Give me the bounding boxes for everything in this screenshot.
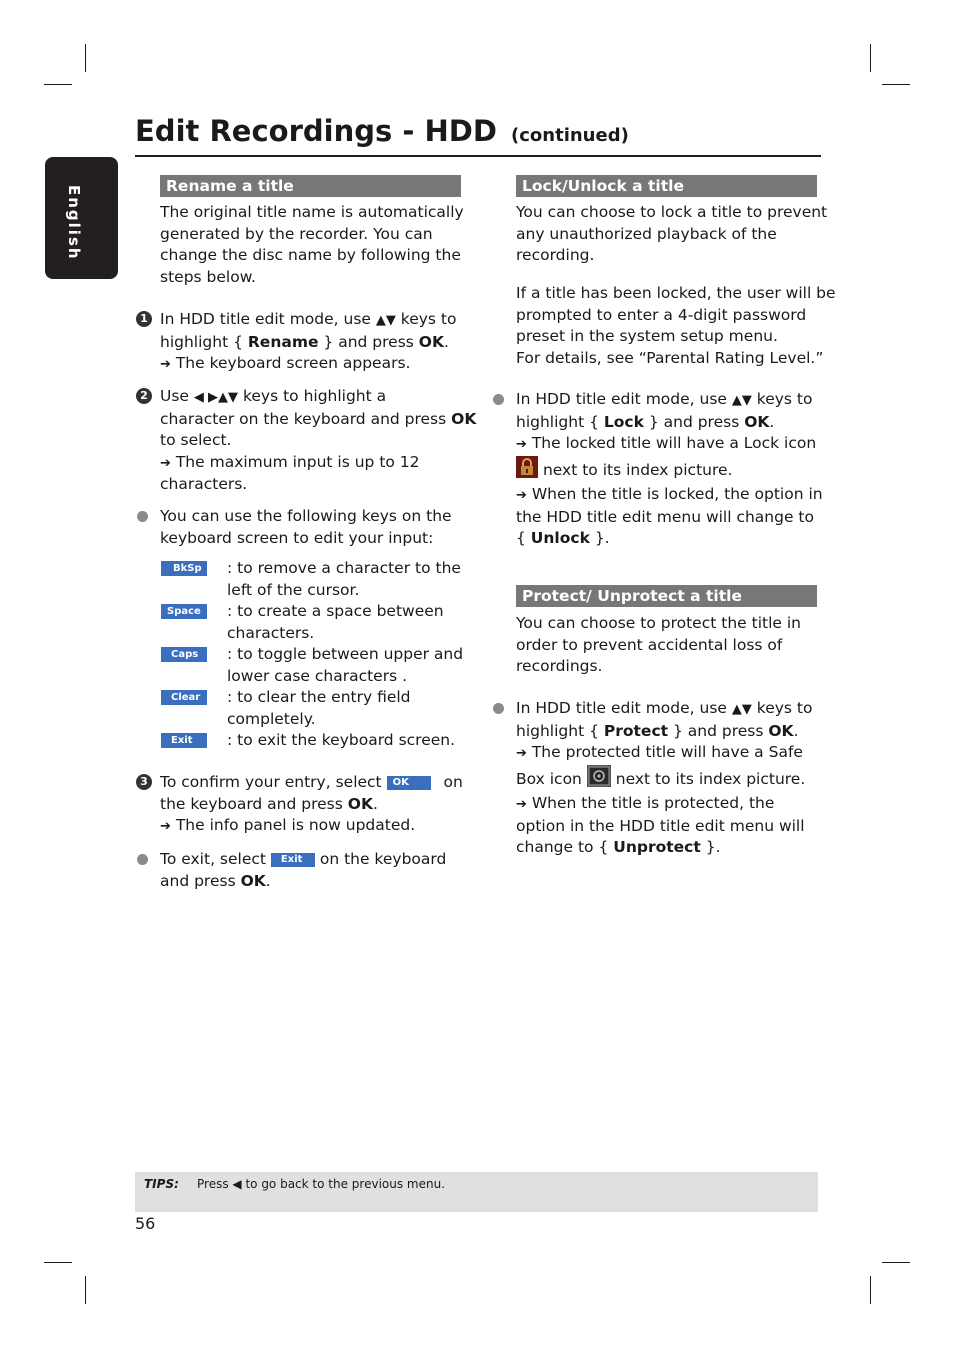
rename-heading: Rename a title <box>160 175 461 197</box>
crop-mark <box>85 1276 86 1304</box>
exit-key: Exit <box>161 733 207 748</box>
crop-mark <box>870 1276 871 1304</box>
space-desc: : to create a space between characters. <box>227 602 444 642</box>
bksp-desc: : to remove a character to the left of the cursor. <box>227 559 461 599</box>
step-3-marker: 3 <box>136 774 152 790</box>
result-arrow-icon: ➔ <box>160 819 171 834</box>
title-rule <box>135 155 821 157</box>
safe-box-icon <box>587 765 611 794</box>
bullet-dot-icon <box>137 854 148 865</box>
crop-mark <box>85 44 86 72</box>
lock-para2: If a title has been locked, the user will be prompted to enter a 4-digit password preset in the system setup menu. For details, see “Parental Rating Level.” <box>516 284 836 367</box>
exit-desc: : to exit the keyboard screen. <box>227 731 456 749</box>
keys-intro: You can use the following keys on the keyboard screen to edit your input: <box>160 507 452 547</box>
caps-desc: : to toggle between upper and lower case characters . <box>227 645 464 685</box>
step-1-marker: 1 <box>136 311 152 327</box>
rename-step-2: Use ◀ ▶▲▼ keys to highlight a character on the keyboard and press OK to select. ➔ The maximum input is up to 12 characters. <box>160 387 477 493</box>
tips-label: TIPS: <box>144 1177 179 1191</box>
rename-step-3: To confirm your entry, select OK on the keyboard and press OK. ➔ The info panel is now updated. <box>160 773 463 834</box>
exit-key-inline: Exit <box>271 853 315 867</box>
caps-key: Caps <box>161 647 207 662</box>
crop-mark <box>870 44 871 72</box>
protect-heading: Protect/ Unprotect a title <box>516 585 817 607</box>
rename-step-1: In HDD title edit mode, use ▲▼ keys to highlight { Rename } and press OK. ➔ The keyboard screen appears. <box>160 310 457 372</box>
result-arrow-icon: ➔ <box>516 746 527 761</box>
page-title-suffix: (continued) <box>511 125 629 146</box>
result-arrow-icon: ➔ <box>516 797 527 812</box>
clear-key: Clear <box>161 690 207 705</box>
language-tab-label: English <box>65 185 83 261</box>
bksp-key: BkSp <box>161 561 207 576</box>
bullet-dot-icon <box>137 511 148 522</box>
tips-box <box>135 1172 818 1212</box>
result-arrow-icon: ➔ <box>516 437 527 452</box>
crop-mark <box>44 84 72 85</box>
page-title <box>135 114 629 148</box>
lock-intro: You can choose to lock a title to prevent any unauthorized playback of the recording. <box>516 203 828 264</box>
crop-mark <box>44 1262 72 1263</box>
tips-text: Press ◀ to go back to the previous menu. <box>197 1177 446 1191</box>
crop-mark <box>882 84 910 85</box>
lock-icon <box>516 456 538 485</box>
rename-intro: The original title name is automatically generated by the recorder. You can change the disc name by following the steps below. <box>160 203 464 286</box>
page-title-text: Edit Recordings - HDD <box>135 114 497 148</box>
space-key: Space <box>161 604 207 619</box>
crop-mark <box>882 1262 910 1263</box>
bullet-dot-icon <box>493 394 504 405</box>
protect-bullet: In HDD title edit mode, use ▲▼ keys to highlight { Protect } and press OK. ➔ The protected title will have a Safe Box icon next to its index picture. ➔ When the title is protected, the option in the HDD title edit menu will change to { Unprotect }. <box>516 699 813 856</box>
result-arrow-icon: ➔ <box>160 455 171 471</box>
lock-bullet: In HDD title edit mode, use ▲▼ keys to highlight { Lock } and press OK. ➔ The locked title will have a Lock icon next to its index picture. ➔ When the title is locked, the option in the HDD title edit menu will change to { Unlock }. <box>516 390 823 547</box>
result-arrow-icon: ➔ <box>516 488 527 503</box>
protect-intro: You can choose to protect the title in order to prevent accidental loss of recordings. <box>516 614 801 675</box>
ok-key: OK <box>387 776 431 790</box>
result-arrow-icon: ➔ <box>160 357 171 372</box>
lock-heading: Lock/Unlock a title <box>516 175 817 197</box>
clear-desc: : to clear the entry field completely. <box>227 688 411 728</box>
step-2-marker: 2 <box>136 388 152 404</box>
bullet-dot-icon <box>493 703 504 714</box>
exit-instruction: To exit, select Exit on the keyboard and press OK. <box>160 850 447 890</box>
language-tab <box>45 157 118 279</box>
back-arrow-icon: ◀ <box>232 1177 242 1191</box>
page-number: 56 <box>135 1214 156 1233</box>
